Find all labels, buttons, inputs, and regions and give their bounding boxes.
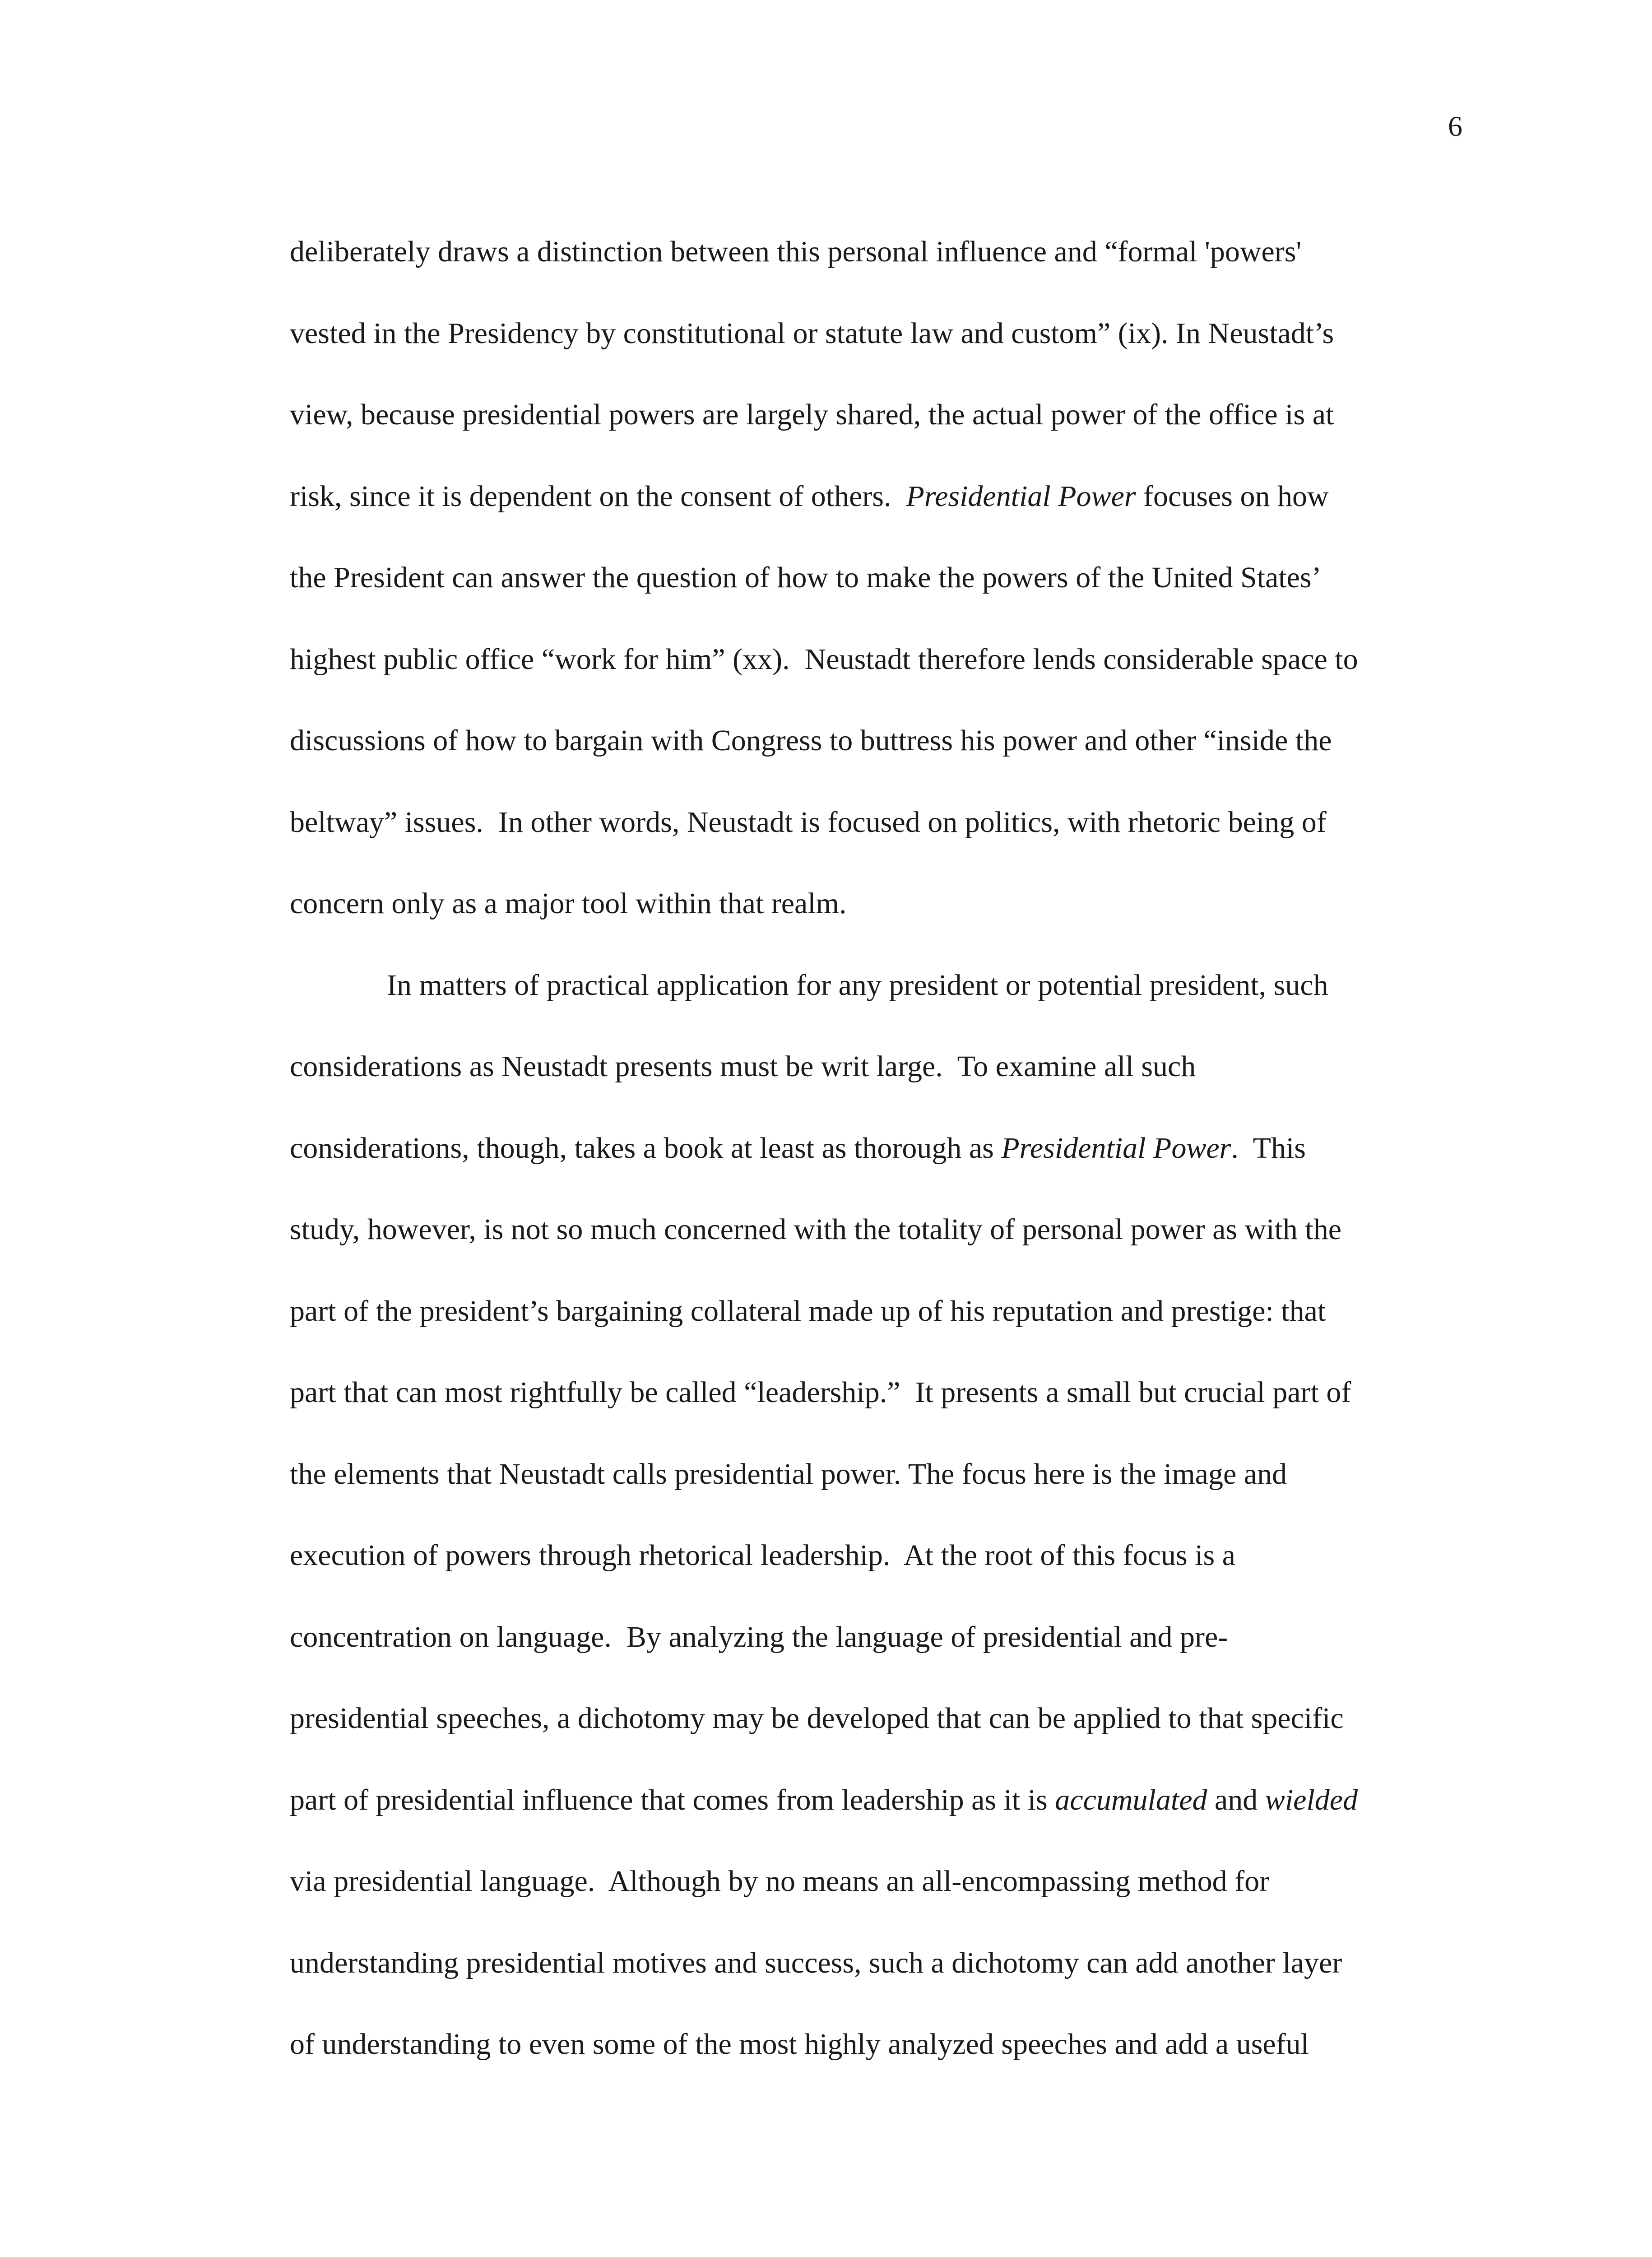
text-line [290,1678,1463,1760]
text-line [290,211,1463,293]
text-segment: the elements that Neustadt calls presidential power. The focus here is the image and [290,1457,1287,1491]
text-line [290,1515,1463,1597]
text-segment: part of the president’s bargaining collateral made up of his reputation and prestige: that [290,1294,1326,1328]
italic-text-segment: Presidential Power [1001,1131,1231,1165]
text-line [290,1189,1463,1271]
text-line [290,863,1463,945]
text-segment: beltway” issues. In other words, Neustadt is focused on politics, with rhetoric being of [290,805,1327,839]
text-line [290,782,1463,864]
text-segment: concentration on language. By analyzing the language of presidential and pre- [290,1620,1228,1653]
text-segment: study, however, is not so much concerned with the totality of personal power as with the [290,1213,1342,1246]
text-segment: In matters of practical application for any president or potential president, such [387,968,1328,1002]
text-segment: discussions of how to bargain with Congress to buttress his power and other “inside the [290,724,1332,757]
page-number: 6 [1448,110,1462,142]
text-segment: highest public office “work for him” (xx). Neustadt therefore lends considerable space to [290,642,1358,676]
text-segment: execution of powers through rhetorical leadership. At the root of this focus is a [290,1539,1235,1572]
text-line [290,1434,1463,1515]
text-segment: . This [1231,1131,1306,1165]
text-segment: considerations, though, takes a book at least as thorough as [290,1131,1002,1165]
text-line [290,1026,1463,1108]
text-segment: part of presidential influence that comes from leadership as it is [290,1783,1055,1816]
text-segment: risk, since it is dependent on the consent of others. [290,479,906,513]
text-line [290,1108,1463,1189]
text-segment: via presidential language. Although by no means an all-encompassing method for [290,1865,1270,1898]
text-line [290,2004,1463,2085]
italic-text-segment: Presidential Power [906,479,1136,513]
text-segment: of understanding to even some of the most highly analyzed speeches and add a useful [290,2028,1309,2061]
text-line [290,293,1463,375]
text-segment: the President can answer the question of how to make the powers of the United States’ [290,561,1322,594]
text-line [290,1760,1463,1841]
text-segment: presidential speeches, a dichotomy may be developed that can be applied to that specific [290,1702,1344,1735]
text-line [290,945,1463,1026]
text-segment: deliberately draws a distinction between this personal influence and “formal 'powers' [290,235,1302,268]
text-segment: concern only as a major tool within that realm. [290,887,847,920]
text-line [290,374,1463,456]
text-line [290,1271,1463,1352]
text-segment: and [1207,1783,1265,1816]
text-line [290,1923,1463,2004]
text-line [290,1597,1463,1678]
text-line [290,619,1463,701]
text-line [290,1841,1463,1923]
text-segment: part that can most rightfully be called “leadership.” It presents a small but crucial part of [290,1376,1351,1409]
text-segment: understanding presidential motives and success, such a dichotomy can add another layer [290,1946,1342,1979]
text-segment: view, because presidential powers are largely shared, the actual power of the office is at [290,398,1334,431]
text-line [290,1352,1463,1434]
italic-text-segment: wielded [1265,1783,1358,1816]
text-line [290,456,1463,538]
text-segment: focuses on how [1136,479,1329,513]
text-segment: considerations as Neustadt presents must be writ large. To examine all such [290,1050,1196,1083]
italic-text-segment: accumulated [1055,1783,1207,1816]
text-line [290,700,1463,782]
text-line [290,537,1463,619]
body-text [290,211,1463,2085]
text-segment: vested in the Presidency by constitutional or statute law and custom” (ix). In Neustadt’s [290,316,1334,350]
